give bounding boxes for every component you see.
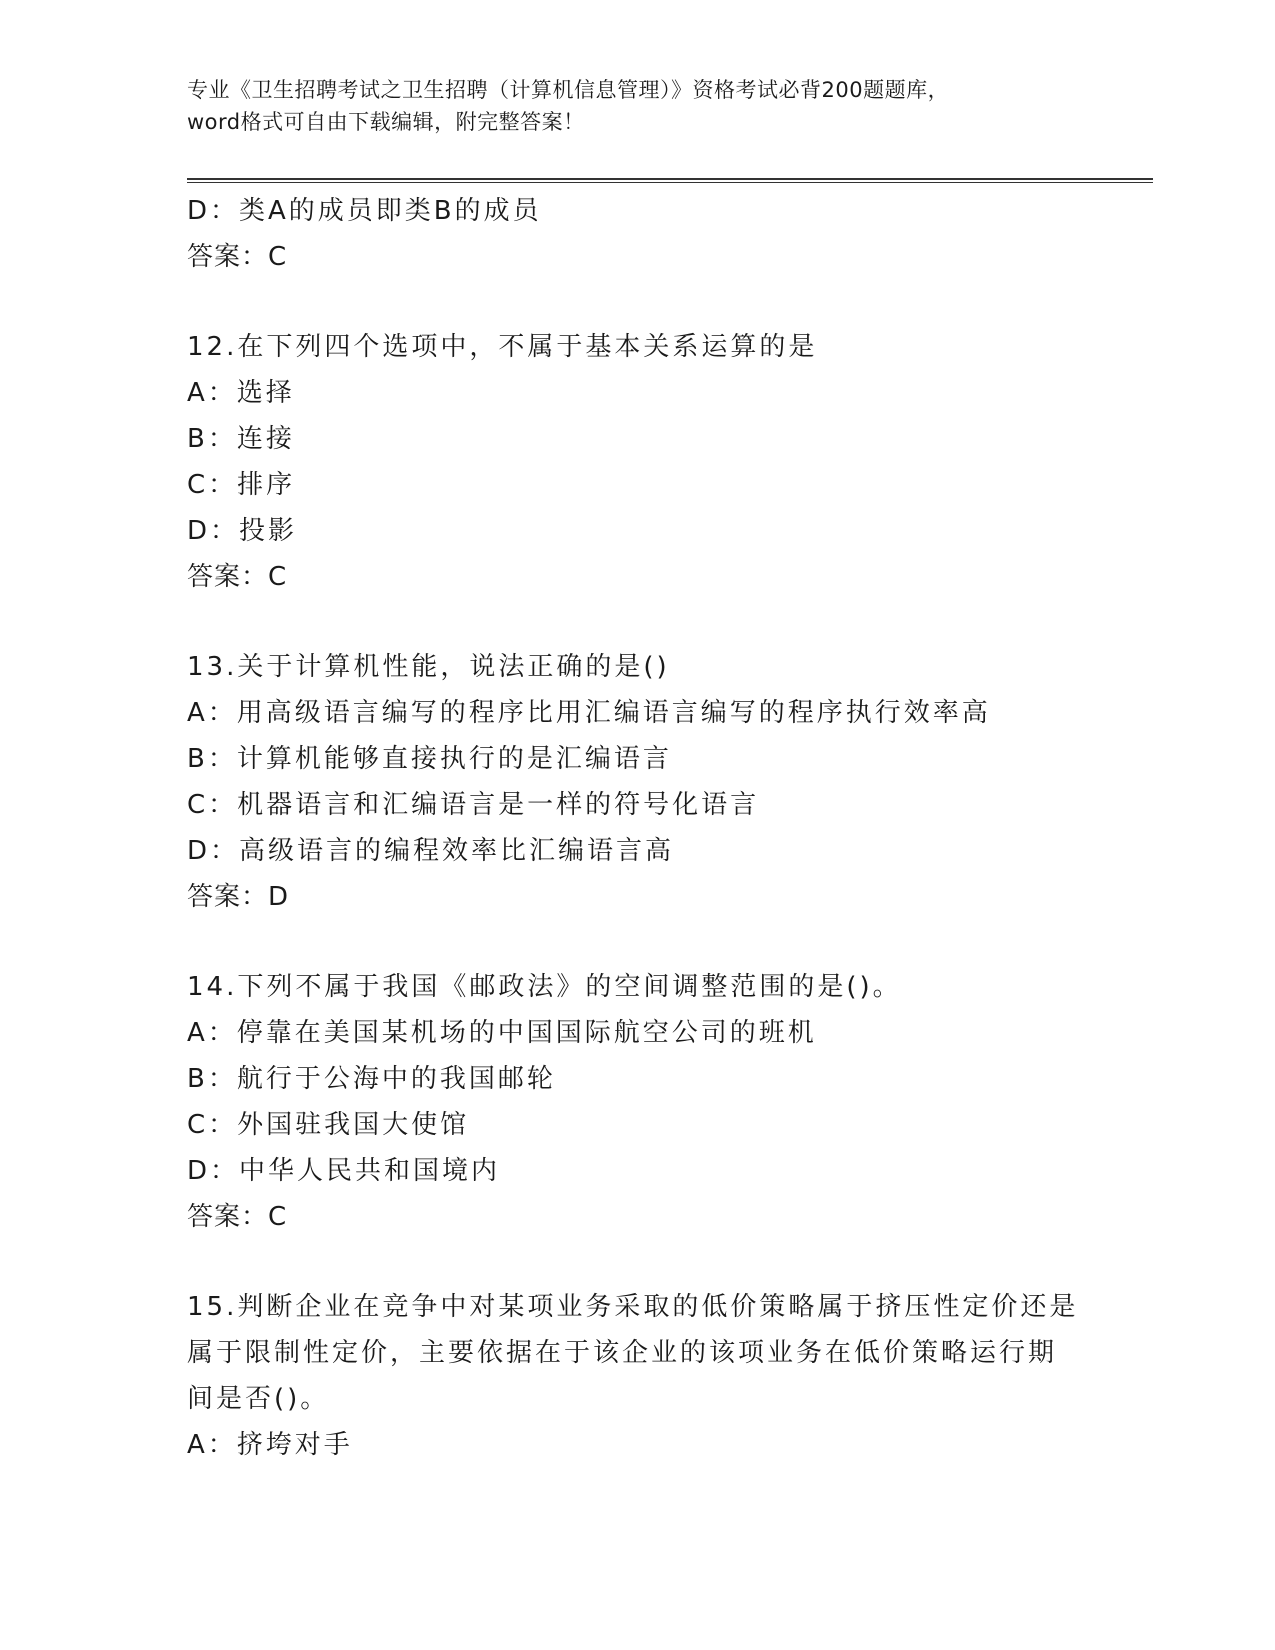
- option-a: A：选择: [187, 378, 295, 408]
- question-stem: 12.在下列四个选项中，不属于基本关系运算的是: [187, 332, 818, 362]
- option-d: D：类A的成员即类B的成员: [187, 196, 542, 226]
- question-stem-line-1: 15.判断企业在竞争中对某项业务采取的低价策略属于挤压性定价还是: [187, 1292, 1079, 1322]
- option-c: C：机器语言和汇编语言是一样的符号化语言: [187, 790, 760, 820]
- question-stem-line-3: 间是否()。: [187, 1384, 330, 1414]
- question-15: [187, 1284, 1087, 1468]
- spacer: [187, 280, 1087, 324]
- answer-label: 答案：D: [187, 882, 290, 912]
- spacer: [187, 920, 1087, 964]
- option-b: B：连接: [187, 424, 295, 454]
- answer-label: 答案：C: [187, 242, 288, 272]
- question-14: [187, 964, 1087, 1240]
- question-stem: 14.下列不属于我国《邮政法》的空间调整范围的是()。: [187, 972, 902, 1002]
- spacer: [187, 1240, 1087, 1284]
- option-b: B：航行于公海中的我国邮轮: [187, 1064, 556, 1094]
- option-d: D：中华人民共和国境内: [187, 1156, 501, 1186]
- header-title-line-1: 专业《卫生招聘考试之卫生招聘（计算机信息管理）》资格考试必背200题题库，: [187, 78, 950, 102]
- option-d: D：投影: [187, 516, 298, 546]
- page-header: [187, 74, 1087, 138]
- question-12: [187, 324, 1087, 600]
- spacer: [187, 600, 1087, 644]
- question-content: [187, 188, 1087, 1468]
- option-a: A：挤垮对手: [187, 1430, 353, 1460]
- option-a: A：停靠在美国某机场的中国国际航空公司的班机: [187, 1018, 817, 1048]
- question-stem: 13.关于计算机性能，说法正确的是(): [187, 652, 670, 682]
- option-c: C：排序: [187, 470, 296, 500]
- answer-label: 答案：C: [187, 562, 288, 592]
- option-d: D：高级语言的编程效率比汇编语言高: [187, 836, 675, 866]
- header-divider: [187, 178, 1153, 183]
- answer-label: 答案：C: [187, 1202, 288, 1232]
- option-c: C：外国驻我国大使馆: [187, 1110, 470, 1140]
- question-13: [187, 644, 1087, 920]
- question-stem-line-2: 属于限制性定价，主要依据在于该企业的该项业务在低价策略运行期: [187, 1338, 1058, 1368]
- option-a: A：用高级语言编写的程序比用汇编语言编写的程序执行效率高: [187, 698, 991, 728]
- header-title-line-2: word格式可自由下载编辑，附完整答案！: [187, 110, 585, 134]
- option-b: B：计算机能够直接执行的是汇编语言: [187, 744, 672, 774]
